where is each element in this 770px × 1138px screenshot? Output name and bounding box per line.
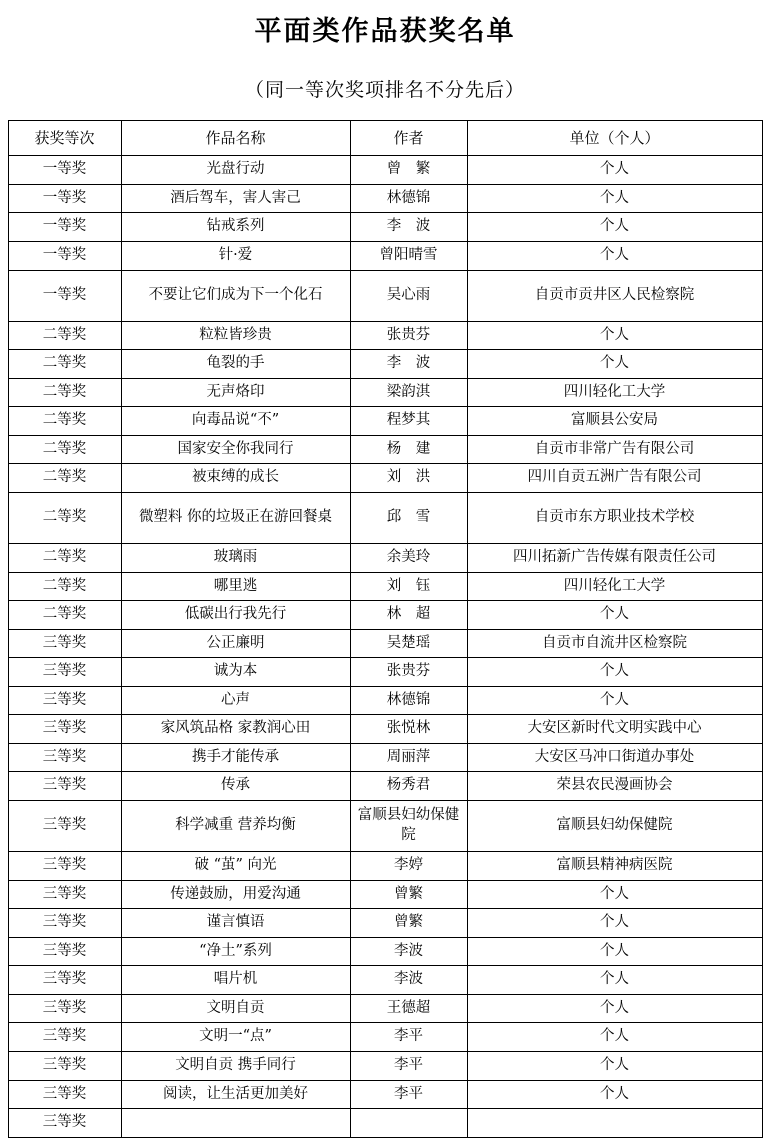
cell-work: 传承 <box>121 772 350 801</box>
cell-author: 程梦其 <box>350 407 467 436</box>
cell-author: 王德超 <box>350 994 467 1023</box>
table-row <box>8 543 762 572</box>
cell-author: 林德锦 <box>350 686 467 715</box>
cell-level: 三等奖 <box>8 715 121 744</box>
cell-unit <box>467 1109 762 1138</box>
cell-work: 光盘行动 <box>121 156 350 185</box>
cell-author: 李波 <box>350 937 467 966</box>
cell-unit: 大安区新时代文明实践中心 <box>467 715 762 744</box>
cell-unit: 个人 <box>467 242 762 271</box>
cell-level: 二等奖 <box>8 464 121 493</box>
cell-level: 一等奖 <box>8 270 121 321</box>
cell-work: 科学减重 营养均衡 <box>121 801 350 852</box>
cell-level: 三等奖 <box>8 880 121 909</box>
cell-level: 二等奖 <box>8 492 121 543</box>
cell-unit: 四川轻化工大学 <box>467 572 762 601</box>
table-row <box>8 1080 762 1109</box>
cell-work: 微塑料 你的垃圾正在游回餐桌 <box>121 492 350 543</box>
cell-unit: 个人 <box>467 658 762 687</box>
document-page <box>0 14 770 1138</box>
cell-level: 一等奖 <box>8 242 121 271</box>
table-row <box>8 909 762 938</box>
cell-level: 二等奖 <box>8 378 121 407</box>
cell-unit: 个人 <box>467 1080 762 1109</box>
cell-author: 林德锦 <box>350 184 467 213</box>
table-body <box>8 156 762 1137</box>
cell-level: 三等奖 <box>8 852 121 881</box>
cell-author: 张悦林 <box>350 715 467 744</box>
cell-author: 邱 雪 <box>350 492 467 543</box>
table-row <box>8 1023 762 1052</box>
cell-unit: 自贡市自流井区检察院 <box>467 629 762 658</box>
cell-author: 李 波 <box>350 350 467 379</box>
table-row <box>8 213 762 242</box>
cell-author: 富顺县妇幼保健院 <box>350 801 467 852</box>
table-row <box>8 242 762 271</box>
cell-level: 二等奖 <box>8 601 121 630</box>
cell-unit: 富顺县公安局 <box>467 407 762 436</box>
cell-work: 低碳出行我先行 <box>121 601 350 630</box>
table-header <box>8 121 762 156</box>
cell-work: 无声烙印 <box>121 378 350 407</box>
cell-level: 三等奖 <box>8 658 121 687</box>
table-row <box>8 743 762 772</box>
table-row <box>8 880 762 909</box>
cell-level: 三等奖 <box>8 994 121 1023</box>
cell-unit: 荣县农民漫画协会 <box>467 772 762 801</box>
cell-author: 杨 建 <box>350 435 467 464</box>
cell-work: 心声 <box>121 686 350 715</box>
table-row <box>8 378 762 407</box>
cell-work: 传递鼓励，用爱沟通 <box>121 880 350 909</box>
cell-level: 一等奖 <box>8 184 121 213</box>
cell-work: 钻戒系列 <box>121 213 350 242</box>
cell-author: 吴楚瑶 <box>350 629 467 658</box>
table-row <box>8 435 762 464</box>
cell-level: 二等奖 <box>8 572 121 601</box>
table-row <box>8 156 762 185</box>
cell-author: 李平 <box>350 1023 467 1052</box>
cell-level: 一等奖 <box>8 156 121 185</box>
page-subtitle: （同一等次奖项排名不分先后） <box>244 79 525 102</box>
cell-work: 粒粒皆珍贵 <box>121 321 350 350</box>
cell-unit: 个人 <box>467 966 762 995</box>
cell-level: 三等奖 <box>8 966 121 995</box>
cell-unit: 个人 <box>467 601 762 630</box>
table-row <box>8 184 762 213</box>
cell-unit: 个人 <box>467 880 762 909</box>
table-row <box>8 407 762 436</box>
cell-author: 周丽萍 <box>350 743 467 772</box>
cell-author: 李平 <box>350 1051 467 1080</box>
cell-work: 文明自贡 <box>121 994 350 1023</box>
column-header-work: 作品名称 <box>121 121 350 156</box>
cell-work: 阅读，让生活更加美好 <box>121 1080 350 1109</box>
cell-work: 酒后驾车，害人害己 <box>121 184 350 213</box>
cell-level: 三等奖 <box>8 1109 121 1138</box>
cell-author: 曾繁 <box>350 880 467 909</box>
cell-unit: 自贡市非常广告有限公司 <box>467 435 762 464</box>
cell-unit: 个人 <box>467 213 762 242</box>
cell-unit: 富顺县精神病医院 <box>467 852 762 881</box>
table-row <box>8 852 762 881</box>
cell-level: 三等奖 <box>8 801 121 852</box>
cell-level: 二等奖 <box>8 407 121 436</box>
cell-work: 携手才能传承 <box>121 743 350 772</box>
cell-level: 三等奖 <box>8 1023 121 1052</box>
cell-unit: 个人 <box>467 909 762 938</box>
cell-work: 唱片机 <box>121 966 350 995</box>
table-row <box>8 321 762 350</box>
table-row <box>8 629 762 658</box>
table-row <box>8 1051 762 1080</box>
cell-unit: 四川自贡五洲广告有限公司 <box>467 464 762 493</box>
cell-unit: 大安区马冲口街道办事处 <box>467 743 762 772</box>
cell-level: 三等奖 <box>8 1051 121 1080</box>
cell-level: 一等奖 <box>8 213 121 242</box>
cell-unit: 个人 <box>467 321 762 350</box>
cell-level: 三等奖 <box>8 909 121 938</box>
table-row <box>8 937 762 966</box>
cell-author: 曾 繁 <box>350 156 467 185</box>
cell-work: 文明一“点” <box>121 1023 350 1052</box>
cell-unit: 个人 <box>467 1051 762 1080</box>
cell-author: 杨秀君 <box>350 772 467 801</box>
cell-author: 林 超 <box>350 601 467 630</box>
cell-author: 梁韵淇 <box>350 378 467 407</box>
table-row <box>8 350 762 379</box>
cell-level: 三等奖 <box>8 772 121 801</box>
table-row <box>8 270 762 321</box>
table-row <box>8 1109 762 1138</box>
cell-level: 二等奖 <box>8 321 121 350</box>
cell-work: “净土”系列 <box>121 937 350 966</box>
cell-work: 玻璃雨 <box>121 543 350 572</box>
cell-work: 文明自贡 携手同行 <box>121 1051 350 1080</box>
table-row <box>8 966 762 995</box>
cell-unit: 富顺县妇幼保健院 <box>467 801 762 852</box>
cell-work: 哪里逃 <box>121 572 350 601</box>
cell-work: 不要让它们成为下一个化石 <box>121 270 350 321</box>
cell-work: 公正廉明 <box>121 629 350 658</box>
table-row <box>8 994 762 1023</box>
cell-author <box>350 1109 467 1138</box>
cell-unit: 个人 <box>467 937 762 966</box>
cell-work: 龟裂的手 <box>121 350 350 379</box>
cell-unit: 个人 <box>467 1023 762 1052</box>
cell-work: 向毒品说“不” <box>121 407 350 436</box>
cell-work: 家风筑品格 家教润心田 <box>121 715 350 744</box>
cell-level: 二等奖 <box>8 435 121 464</box>
cell-level: 二等奖 <box>8 543 121 572</box>
cell-level: 二等奖 <box>8 350 121 379</box>
cell-level: 三等奖 <box>8 629 121 658</box>
cell-author: 李平 <box>350 1080 467 1109</box>
table-row <box>8 658 762 687</box>
table-row <box>8 686 762 715</box>
cell-author: 曾阳晴雪 <box>350 242 467 271</box>
cell-work: 针·爱 <box>121 242 350 271</box>
cell-author: 李 波 <box>350 213 467 242</box>
table-row <box>8 492 762 543</box>
cell-unit: 个人 <box>467 156 762 185</box>
cell-unit: 自贡市贡井区人民检察院 <box>467 270 762 321</box>
cell-author: 李波 <box>350 966 467 995</box>
column-header-level: 获奖等次 <box>8 121 121 156</box>
cell-unit: 个人 <box>467 686 762 715</box>
cell-level: 三等奖 <box>8 743 121 772</box>
table-row <box>8 772 762 801</box>
column-header-author: 作者 <box>350 121 467 156</box>
cell-work: 谨言慎语 <box>121 909 350 938</box>
table-row <box>8 801 762 852</box>
cell-author: 李婷 <box>350 852 467 881</box>
cell-author: 吴心雨 <box>350 270 467 321</box>
cell-author: 张贵芬 <box>350 658 467 687</box>
cell-author: 张贵芬 <box>350 321 467 350</box>
table-row <box>8 464 762 493</box>
column-header-unit: 单位（个人） <box>467 121 762 156</box>
table-row <box>8 572 762 601</box>
table-row <box>8 715 762 744</box>
cell-work: 国家安全你我同行 <box>121 435 350 464</box>
cell-work <box>121 1109 350 1138</box>
cell-unit: 自贡市东方职业技术学校 <box>467 492 762 543</box>
cell-work: 被束缚的成长 <box>121 464 350 493</box>
cell-unit: 个人 <box>467 350 762 379</box>
cell-work: 破 “茧” 向光 <box>121 852 350 881</box>
cell-author: 曾繁 <box>350 909 467 938</box>
cell-unit: 四川拓新广告传媒有限责任公司 <box>467 543 762 572</box>
cell-work: 诚为本 <box>121 658 350 687</box>
cell-level: 三等奖 <box>8 1080 121 1109</box>
cell-unit: 四川轻化工大学 <box>467 378 762 407</box>
cell-level: 三等奖 <box>8 937 121 966</box>
cell-unit: 个人 <box>467 184 762 213</box>
cell-author: 余美玲 <box>350 543 467 572</box>
cell-level: 三等奖 <box>8 686 121 715</box>
table-header-row <box>8 121 762 156</box>
cell-author: 刘 洪 <box>350 464 467 493</box>
award-list-table <box>8 120 763 1138</box>
table-row <box>8 601 762 630</box>
cell-author: 刘 钰 <box>350 572 467 601</box>
cell-unit: 个人 <box>467 994 762 1023</box>
page-title: 平面类作品获奖名单 <box>254 16 516 47</box>
